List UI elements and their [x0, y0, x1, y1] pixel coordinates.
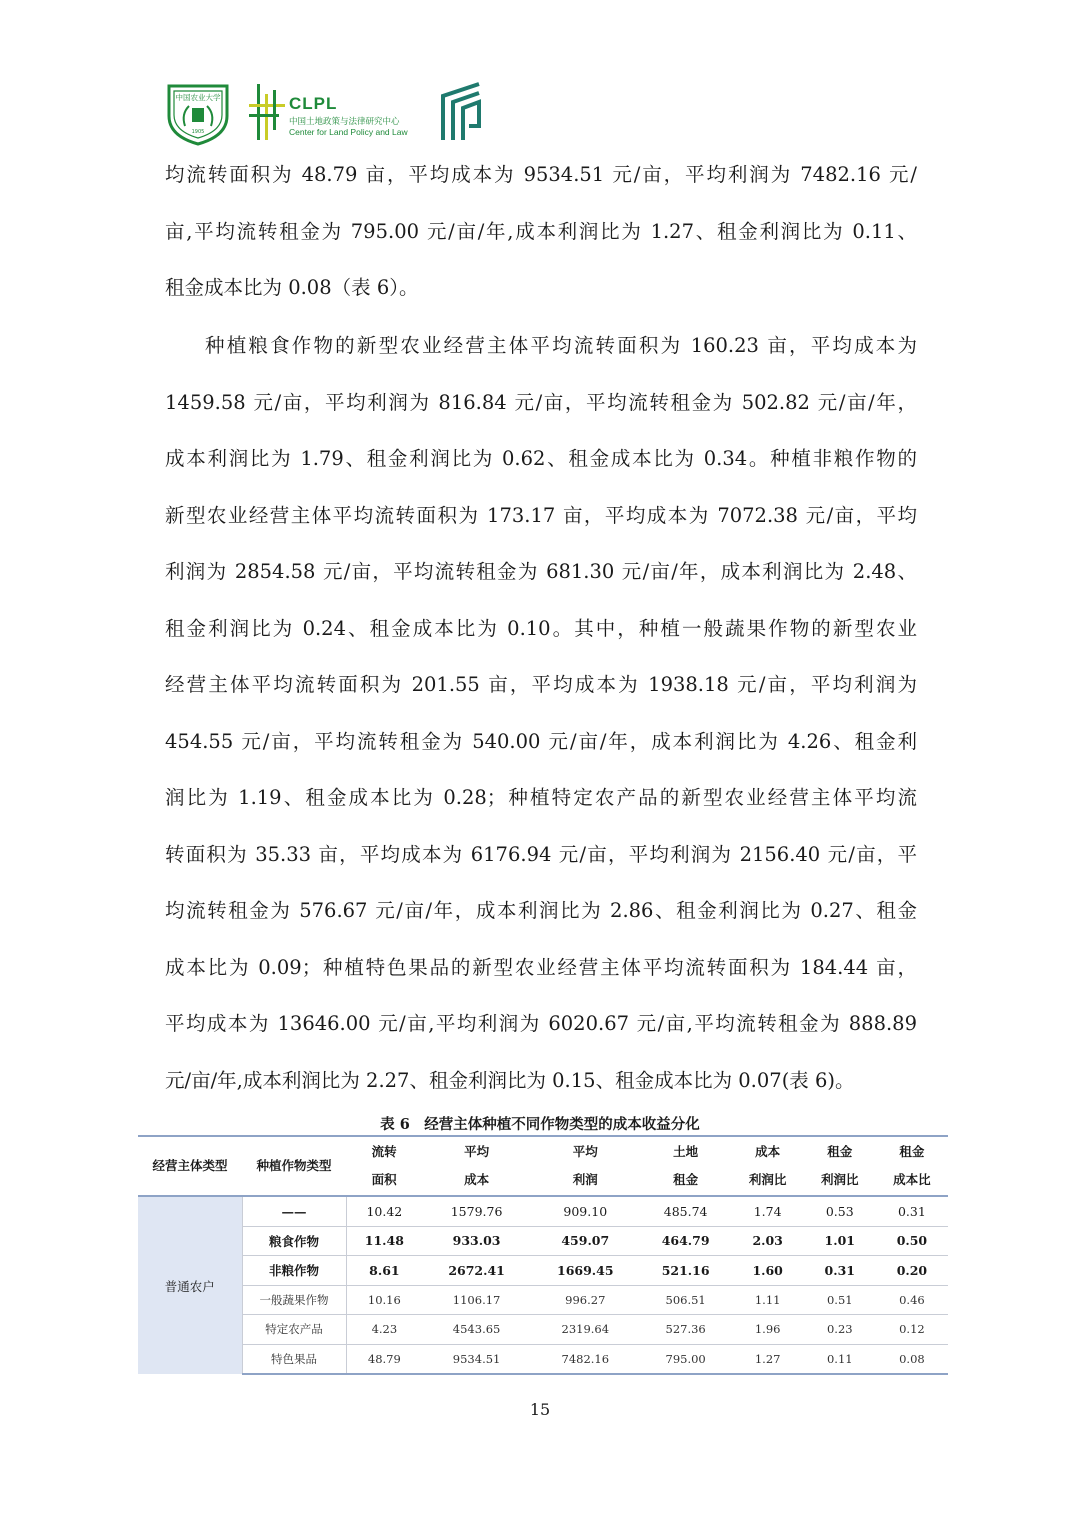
- value-cell: 1106.17: [422, 1285, 531, 1315]
- text-line: 成本比为 0.09；种植特色果品的新型农业经营主体平均流转面积为 184.44 亩，: [165, 955, 917, 979]
- value-cell: 1.11: [732, 1285, 804, 1315]
- crop-cell: ——: [242, 1196, 346, 1226]
- text-line: 转面积为 35.33 亩，平均成本为 6176.94 元/亩，平均利润为 2156.40 元/亩，平: [165, 842, 917, 866]
- value-cell: 933.03: [422, 1226, 531, 1256]
- value-cell: 1.96: [732, 1315, 804, 1345]
- table-row: [138, 1285, 948, 1315]
- value-cell: 7482.16: [531, 1344, 640, 1374]
- value-cell: 2672.41: [422, 1256, 531, 1286]
- value-cell: 4.23: [346, 1315, 422, 1345]
- table-row: [138, 1196, 948, 1226]
- value-cell: 4543.65: [422, 1315, 531, 1345]
- header-land-rent: 土地 租金: [640, 1136, 732, 1196]
- text-line: 亩,平均流转租金为 795.00 元/亩/年,成本利润比为 1.27、租金利润比为 0.11、: [165, 219, 917, 243]
- value-cell: 0.31: [876, 1196, 948, 1226]
- value-cell: 0.11: [804, 1344, 876, 1374]
- crop-cell: 一般蔬果作物: [242, 1285, 346, 1315]
- paragraph-2: [165, 318, 917, 1109]
- value-cell: 527.36: [640, 1315, 732, 1345]
- group-cell: 普通农户: [138, 1196, 242, 1374]
- value-cell: 1579.76: [422, 1196, 531, 1226]
- value-cell: 2319.64: [531, 1315, 640, 1345]
- text-line: 润比为 1.19、租金成本比为 0.28；种植特定农产品的新型农业经营主体平均流: [165, 786, 917, 809]
- header-subject: 经营主体类型: [138, 1136, 242, 1196]
- value-cell: 0.46: [876, 1285, 948, 1315]
- value-cell: 8.61: [346, 1256, 422, 1286]
- value-cell: 459.07: [531, 1226, 640, 1256]
- crop-cell: 特色果品: [242, 1344, 346, 1374]
- header-rent-cost-ratio: 租金 成本比: [876, 1136, 948, 1196]
- value-cell: 506.51: [640, 1285, 732, 1315]
- text-line: 租金成本比为 0.08（表 6）。: [165, 276, 419, 299]
- header-rent-profit-ratio: 租金 利润比: [804, 1136, 876, 1196]
- value-cell: 521.16: [640, 1256, 732, 1286]
- header-avg-profit: 平均 利润: [531, 1136, 640, 1196]
- svg-text:1905: 1905: [191, 129, 205, 135]
- value-cell: 0.50: [876, 1226, 948, 1256]
- value-cell: 1.27: [732, 1344, 804, 1374]
- value-cell: 0.51: [804, 1285, 876, 1315]
- value-cell: 909.10: [531, 1196, 640, 1226]
- clpl-logo: [247, 80, 417, 146]
- value-cell: 9534.51: [422, 1344, 531, 1374]
- clpl-cn-name: 中国土地政策与法律研究中心: [289, 116, 400, 126]
- value-cell: 48.79: [346, 1344, 422, 1374]
- text-line: 1459.58 元/亩，平均利润为 816.84 元/亩，平均流转租金为 502.82 元/亩/年，: [165, 390, 917, 414]
- text-line: 新型农业经营主体平均流转面积为 173.17 亩，平均成本为 7072.38 元/亩，平均: [165, 503, 917, 527]
- table-row: [138, 1344, 948, 1374]
- value-cell: 10.16: [346, 1285, 422, 1315]
- table-header-row: [138, 1136, 948, 1196]
- crop-cell: 粮食作物: [242, 1226, 346, 1256]
- header-cost-profit-ratio: 成本 利润比: [732, 1136, 804, 1196]
- text-line: 454.55 元/亩，平均流转租金为 540.00 元/亩/年，成本利润比为 4.26、租金利: [165, 729, 917, 753]
- value-cell: 1669.45: [531, 1256, 640, 1286]
- crop-cell: 特定农产品: [242, 1315, 346, 1345]
- table-row: [138, 1256, 948, 1286]
- header-crop: 种植作物类型: [242, 1136, 346, 1196]
- building-logo: [439, 80, 489, 144]
- value-cell: 1.74: [732, 1196, 804, 1226]
- value-cell: 1.01: [804, 1226, 876, 1256]
- text-line: 经营主体平均流转面积为 201.55 亩，平均成本为 1938.18 元/亩，平均利润为: [165, 673, 917, 696]
- cau-logo: [163, 80, 233, 146]
- text-line: 元/亩/年,成本利润比为 2.27、租金利润比为 0.15、租金成本比为 0.07(表 6)。: [165, 1068, 855, 1092]
- value-cell: 0.31: [804, 1256, 876, 1286]
- value-cell: 0.53: [804, 1196, 876, 1226]
- value-cell: 0.12: [876, 1315, 948, 1345]
- value-cell: 10.42: [346, 1196, 422, 1226]
- value-cell: 2.03: [732, 1226, 804, 1256]
- cost-benefit-table: [138, 1135, 948, 1375]
- page-number: 15: [529, 1400, 551, 1419]
- header-area: 流转 面积: [346, 1136, 422, 1196]
- text-line: 利润为 2854.58 元/亩，平均流转租金为 681.30 元/亩/年，成本利润比为 2.48、: [165, 560, 917, 583]
- paragraph-1: [165, 147, 917, 317]
- text-line: 平均成本为 13646.00 元/亩,平均利润为 6020.67 元/亩,平均流转租金为 888.89: [165, 1012, 917, 1035]
- value-cell: 0.20: [876, 1256, 948, 1286]
- clpl-abbr: CLPL: [289, 94, 338, 113]
- text-line: 租金利润比为 0.24、租金成本比为 0.10。其中，种植一般蔬果作物的新型农业: [165, 616, 917, 640]
- clpl-en-name: Center for Land Policy and Law: [289, 127, 408, 137]
- table-caption: 表 6 经营主体种植不同作物类型的成本收益分化: [380, 1116, 700, 1133]
- value-cell: 795.00: [640, 1344, 732, 1374]
- header-logos: [163, 80, 489, 152]
- value-cell: 996.27: [531, 1285, 640, 1315]
- value-cell: 0.23: [804, 1315, 876, 1345]
- table-row: [138, 1315, 948, 1345]
- text-line: 种植粮食作物的新型农业经营主体平均流转面积为 160.23 亩，平均成本为: [205, 334, 917, 357]
- value-cell: 11.48: [346, 1226, 422, 1256]
- header-avg-cost: 平均 成本: [422, 1136, 531, 1196]
- svg-text:中国农业大学: 中国农业大学: [175, 93, 221, 102]
- text-line: 均流转面积为 48.79 亩，平均成本为 9534.51 元/亩，平均利润为 7482.16 元/: [165, 163, 917, 186]
- text-line: 均流转租金为 576.67 元/亩/年，成本利润比为 2.86、租金利润比为 0.27、租金: [165, 899, 917, 922]
- value-cell: 0.08: [876, 1344, 948, 1374]
- value-cell: 464.79: [640, 1226, 732, 1256]
- text-line: 成本利润比为 1.79、租金利润比为 0.62、租金成本比为 0.34。种植非粮作物的: [165, 447, 917, 470]
- table-row: [138, 1226, 948, 1256]
- crop-cell: 非粮作物: [242, 1256, 346, 1286]
- value-cell: 1.60: [732, 1256, 804, 1286]
- value-cell: 485.74: [640, 1196, 732, 1226]
